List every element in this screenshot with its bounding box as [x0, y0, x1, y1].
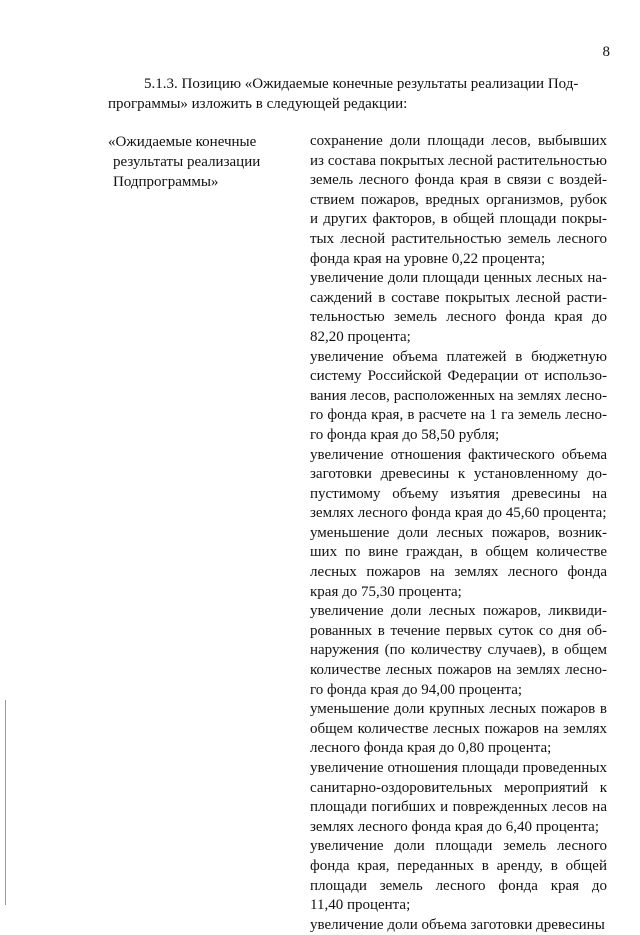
- expected-result-line: увеличение доли лесных пожаров, ликвиди-: [310, 603, 607, 620]
- intro-line: 5.1.3. Позицию «Ожидаемые конечные результаты реализации Под-: [144, 76, 579, 92]
- expected-result-item: [310, 348, 607, 446]
- page-number: 8: [602, 44, 610, 60]
- expected-result-line: края до 75,30 процента;: [310, 583, 462, 600]
- intro-line: программы» изложить в следующей редакции:: [108, 96, 408, 112]
- expected-result-line: вания лесов, расположенных на землях лесно-: [310, 387, 607, 404]
- expected-result-line: рованных в течение первых суток со дня об-: [310, 622, 607, 639]
- expected-result-item: [310, 132, 607, 269]
- expected-result-item: [310, 524, 607, 602]
- expected-result-item: [310, 602, 607, 700]
- expected-result-line: количестве лесных пожаров на землях лесно-: [310, 662, 607, 679]
- expected-result-line: 11,40 процента;: [310, 897, 411, 914]
- expected-result-line: систему Российской Федерации от использо-: [310, 368, 607, 385]
- expected-result-item: [310, 837, 607, 915]
- position-label-line: «Ожидаемые конечные: [108, 134, 257, 150]
- expected-result-line: площади земель лесного фонда края до: [310, 877, 607, 894]
- expected-result-line: площади погибших и поврежденных лесов на: [310, 799, 607, 816]
- expected-result-line: сохранение доли площади лесов, выбывших: [310, 133, 607, 149]
- expected-result-line: уменьшение доли крупных лесных пожаров в: [310, 701, 607, 718]
- expected-result-line: го фонда края, в расчете на 1 га земель лесно-: [310, 407, 607, 424]
- expected-result-line: тых лесной растительностью земель лесного: [310, 230, 607, 247]
- expected-results-list: [310, 132, 607, 935]
- position-label-line: результаты реализации: [113, 154, 261, 170]
- expected-result-line: увеличение доли площади земель лесного: [310, 838, 607, 855]
- expected-result-item: [310, 446, 607, 524]
- expected-result-line: увеличение доли объема заготовки древесины: [310, 916, 605, 933]
- expected-result-item: [310, 916, 607, 935]
- intro-paragraph: [108, 74, 604, 114]
- expected-result-item: [310, 759, 607, 837]
- expected-result-line: увеличение отношения площади проведенных: [310, 760, 607, 776]
- expected-result-line: общем количестве лесных пожаров на землях: [310, 720, 607, 737]
- expected-result-line: увеличение отношения фактического объема: [310, 446, 607, 463]
- expected-result-line: уменьшение доли лесных пожаров, возник-: [310, 524, 607, 541]
- expected-result-line: лесных пожаров на землях лесного фонда: [310, 564, 607, 581]
- expected-result-line: земель лесного фонда края в связи с воздей-: [310, 172, 607, 189]
- expected-result-line: фонда края на уровне 0,22 процента;: [310, 250, 546, 267]
- expected-result-item: [310, 269, 607, 347]
- expected-result-line: пустимому объему изъятия древесины на: [310, 485, 607, 502]
- position-label: [108, 132, 298, 192]
- expected-result-line: го фонда края до 58,50 рубля;: [310, 426, 500, 443]
- position-label-line: Подпрограммы»: [113, 174, 219, 190]
- expected-result-line: тельностью земель лесного фонда края до: [310, 309, 607, 326]
- expected-result-line: из состава покрытых лесной растительностью: [310, 152, 607, 169]
- left-margin-line: [5, 700, 6, 905]
- expected-result-line: землях лесного фонда края до 45,60 процента;: [310, 505, 607, 522]
- expected-result-line: 82,20 процента;: [310, 328, 411, 345]
- expected-result-line: го фонда края до 94,00 процента;: [310, 681, 523, 698]
- expected-result-line: санитарно-оздоровительных мероприятий к: [310, 779, 607, 796]
- expected-result-line: ших по вине граждан, в общем количестве: [310, 544, 607, 561]
- expected-result-line: землях лесного фонда края до 6,40 процента;: [310, 818, 600, 835]
- expected-result-line: увеличение объема платежей в бюджетную: [310, 348, 607, 365]
- expected-result-line: увеличение доли площади ценных лесных на-: [310, 270, 607, 287]
- expected-result-line: фонда края, переданных в аренду, в общей: [310, 857, 607, 874]
- expected-result-item: [310, 700, 607, 759]
- expected-result-line: заготовки древесины к установленному до-: [310, 466, 607, 483]
- expected-result-line: наружения (по количеству случаев), в общем: [310, 642, 607, 659]
- expected-result-line: и других факторов, в общей площади покры-: [310, 211, 607, 228]
- expected-result-line: лесного фонда края до 0,80 процента;: [310, 740, 552, 757]
- expected-result-line: ствием пожаров, вредных организмов, рубок: [310, 191, 607, 208]
- expected-result-line: саждений в составе покрытых лесной расти-: [310, 289, 607, 306]
